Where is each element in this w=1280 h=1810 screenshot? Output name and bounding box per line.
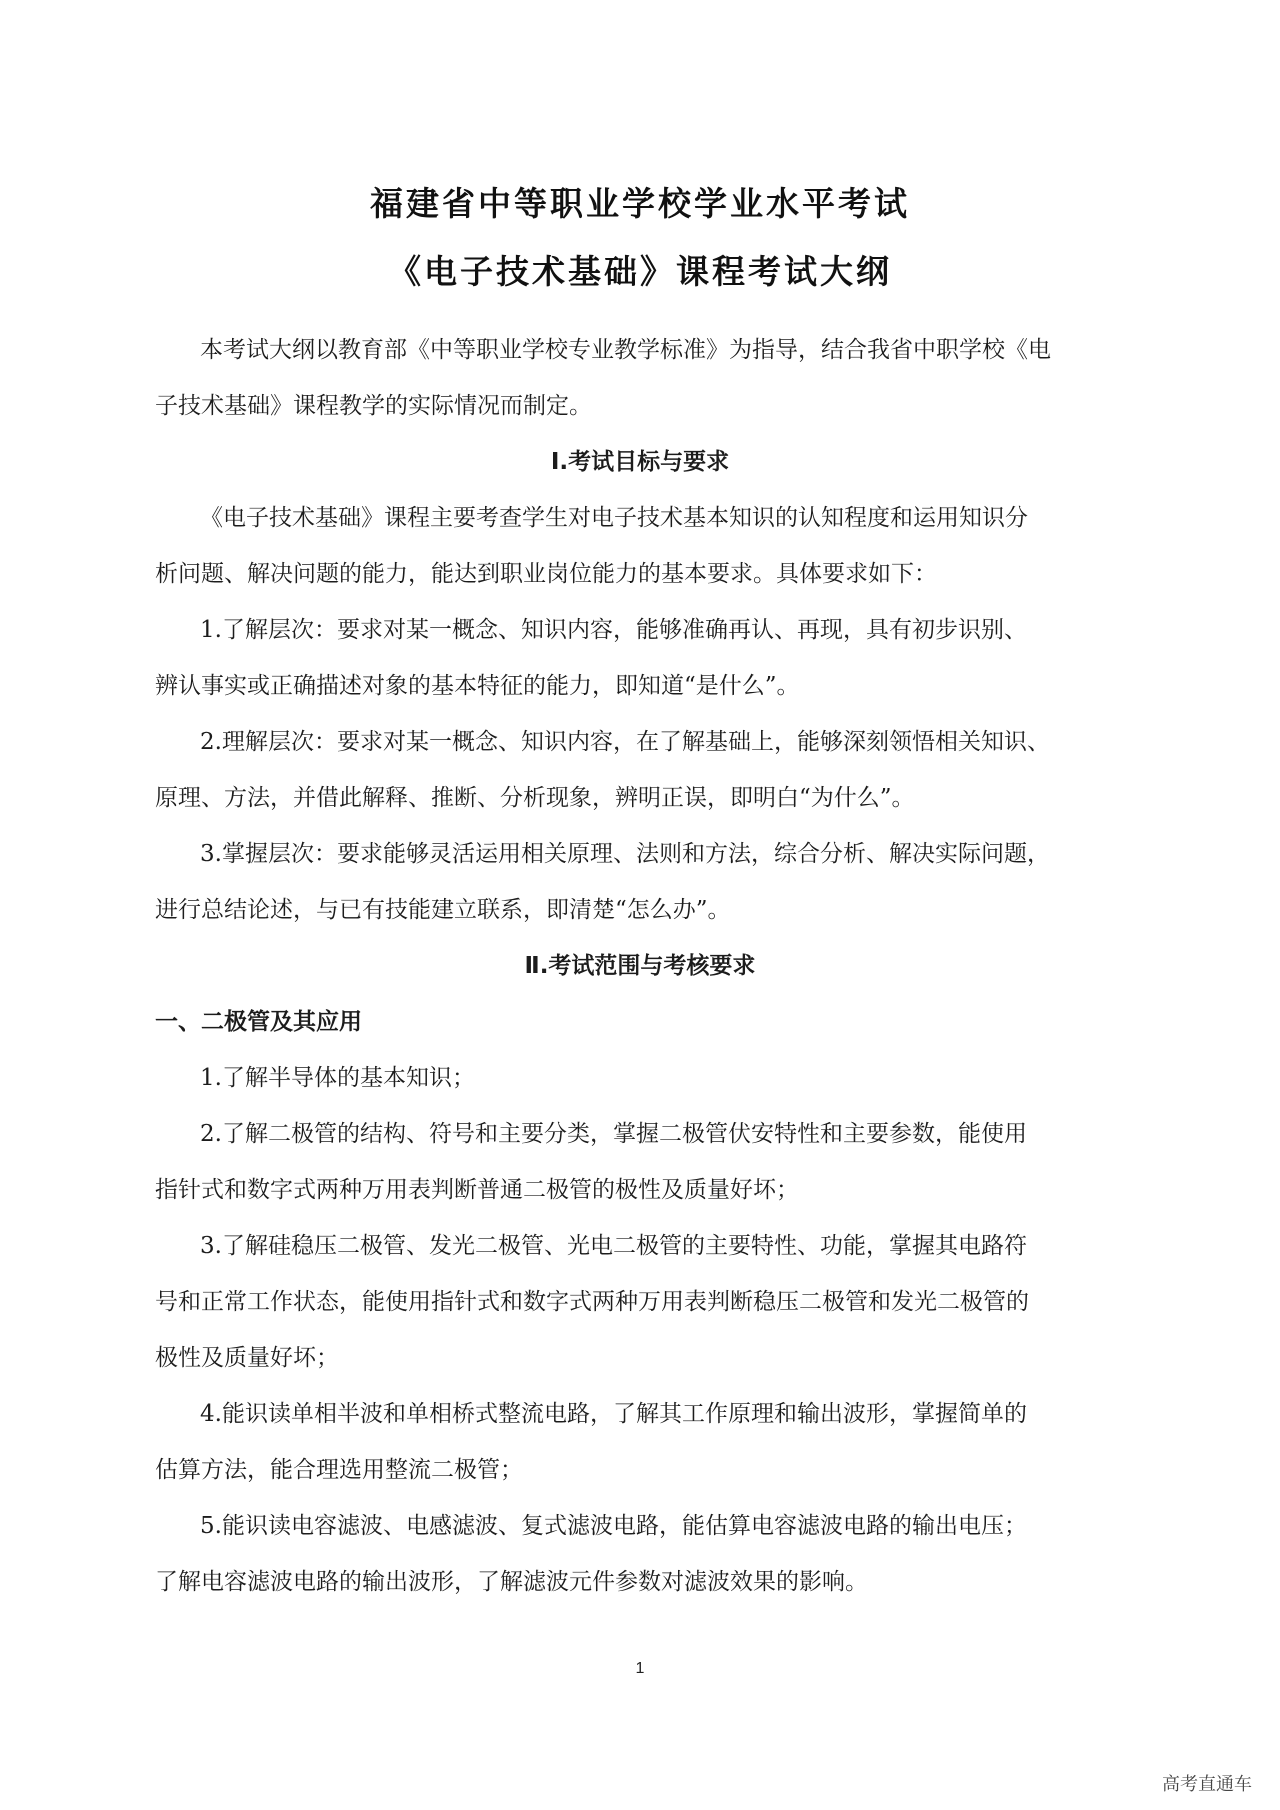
page-number: 1: [635, 1660, 645, 1677]
intro-paragraph-line: 本考试大纲以教育部《中等职业学校专业教学标准》为指导，结合我省中职学校《电: [200, 337, 1051, 363]
paragraph-line: 《电子技术基础》课程主要考查学生对电子技术基本知识的认知程度和运用知识分: [200, 505, 1028, 531]
section-heading-scope: Ⅱ.考试范围与考核要求: [524, 953, 756, 979]
list-item-line: 了解电容滤波电路的输出波形，了解滤波元件参数对滤波效果的影响。: [155, 1569, 868, 1595]
document-title-line-2: 《电子技术基础》课程考试大纲: [388, 252, 892, 291]
section-heading-objectives: Ⅰ.考试目标与要求: [550, 449, 730, 475]
intro-paragraph-line: 子技术基础》课程教学的实际情况而制定。: [155, 393, 592, 419]
list-item-line: 5.能识读电容滤波、电感滤波、复式滤波电路，能估算电容滤波电路的输出电压；: [200, 1513, 1027, 1539]
list-item-line: 4.能识读单相半波和单相桥式整流电路，了解其工作原理和输出波形，掌握简单的: [200, 1401, 1027, 1427]
document-title-line-1: 福建省中等职业学校学业水平考试: [370, 184, 910, 223]
paragraph-line: 2.理解层次：要求对某一概念、知识内容，在了解基础上，能够深刻领悟相关知识、: [200, 729, 1050, 755]
paragraph-line: 进行总结论述，与已有技能建立联系，即清楚“怎么办”。: [155, 897, 731, 923]
paragraph-line: 析问题、解决问题的能力，能达到职业岗位能力的基本要求。具体要求如下：: [155, 561, 937, 587]
list-item-line: 3.了解硅稳压二极管、发光二极管、光电二极管的主要特性、功能，掌握其电路符: [200, 1233, 1027, 1259]
list-item-line: 指针式和数字式两种万用表判断普通二极管的极性及质量好坏；: [155, 1177, 799, 1203]
list-item-line: 1.了解半导体的基本知识；: [200, 1065, 475, 1091]
list-item-line: 号和正常工作状态，能使用指针式和数字式两种万用表判断稳压二极管和发光二极管的: [155, 1289, 1029, 1315]
paragraph-line: 3.掌握层次：要求能够灵活运用相关原理、法则和方法，综合分析、解决实际问题，: [200, 841, 1050, 867]
watermark-text: 高考直通车: [1162, 1774, 1252, 1795]
list-item-line: 极性及质量好坏；: [155, 1345, 339, 1371]
paragraph-line: 原理、方法，并借此解释、推断、分析现象，辨明正误，即明白“为什么”。: [155, 785, 915, 811]
paragraph-line: 1.了解层次：要求对某一概念、知识内容，能够准确再认、再现，具有初步识别、: [200, 617, 1027, 643]
subsection-heading-diodes: 一、二极管及其应用: [155, 1009, 362, 1035]
list-item-line: 2.了解二极管的结构、符号和主要分类，掌握二极管伏安特性和主要参数，能使用: [200, 1121, 1027, 1147]
list-item-line: 估算方法，能合理选用整流二极管；: [155, 1457, 523, 1483]
paragraph-line: 辨认事实或正确描述对象的基本特征的能力，即知道“是什么”。: [155, 673, 800, 699]
